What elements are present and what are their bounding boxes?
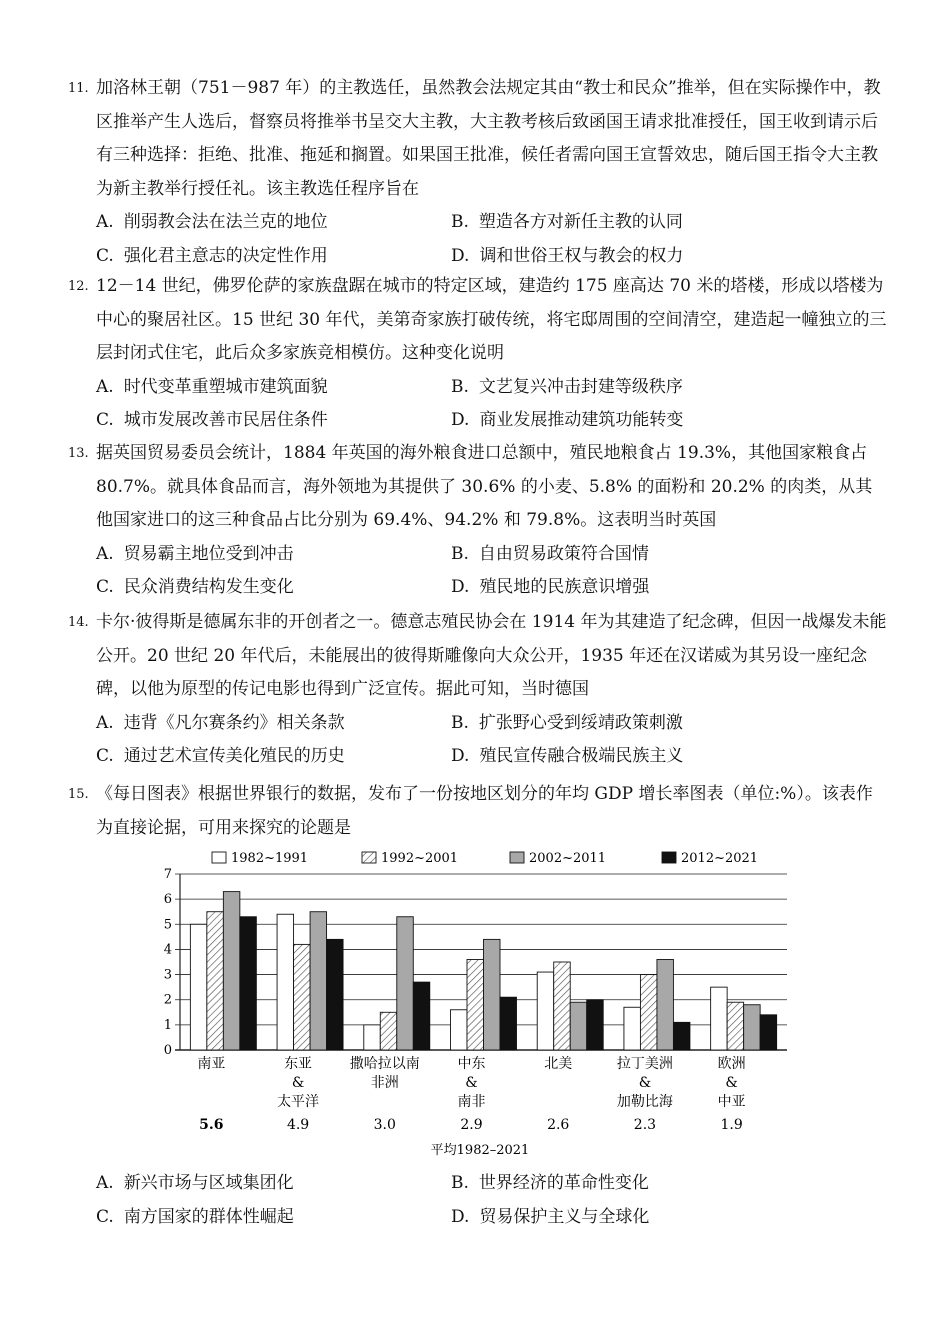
bar [500, 997, 517, 1050]
options [96, 1167, 888, 1234]
category-label: 北美 [544, 1056, 573, 1072]
bar [484, 939, 501, 1050]
y-tick-label: 3 [163, 967, 172, 983]
option-d[interactable] [451, 571, 888, 605]
option-letter: A. [96, 543, 114, 564]
question-stem: 12－14 世纪，佛罗伦萨的家族盘踞在城市的特定区域，建造约 175 座高达 70 米的塔楼，形成以塔楼为中心的聚居社区。15 世纪 30 年代，美第奇家族打破传统，将宅邸周围的空间清空，建造起一幢独立的三层封闭式住宅，此后众多家族竞相模仿。这种变化说明 [96, 276, 887, 363]
bar [397, 917, 414, 1050]
option-text: 文艺复兴冲击封建等级秩序 [478, 376, 683, 397]
option-text: 扩张野心受到绥靖政策刺激 [478, 712, 683, 733]
option-letter: C. [96, 746, 114, 766]
bar [380, 1012, 397, 1050]
category-label: & [291, 1075, 305, 1091]
bar [760, 1015, 777, 1050]
category-label: 拉丁美洲 [616, 1056, 673, 1072]
bar [294, 944, 311, 1050]
average-value: 5.6 [199, 1117, 224, 1133]
y-tick-label: 2 [163, 992, 172, 1008]
bar [240, 917, 257, 1050]
option-d[interactable] [451, 240, 888, 274]
option-letter: A. [96, 712, 114, 733]
question-number: 13. [68, 446, 89, 461]
bar [223, 892, 240, 1050]
y-tick-label: 4 [163, 942, 172, 958]
bar [587, 1000, 604, 1050]
option-letter: B. [451, 543, 469, 564]
question-number: 15. [68, 787, 89, 802]
option-text: 自由贸易政策符合国情 [478, 543, 649, 564]
option-letter: B. [451, 1173, 469, 1193]
question-stem: 《每日图表》根据世界银行的数据，发布了一份按地区划分的年均 GDP 增长率图表（单位:%）。该表作为直接论据，可用来探究的论题是 [96, 784, 873, 838]
option-text: 商业发展推动建筑功能转变 [479, 410, 684, 430]
option-letter: D. [451, 1206, 470, 1227]
bar [190, 924, 207, 1050]
options [96, 206, 888, 273]
average-value: 2.3 [633, 1117, 657, 1133]
question-number: 11. [68, 81, 89, 96]
category-label: 东亚 [284, 1056, 313, 1072]
option-text: 殖民宣传融合极端民族主义 [479, 746, 684, 766]
y-tick-label: 1 [163, 1017, 172, 1033]
chart-legend [212, 851, 758, 866]
option-letter: C. [96, 577, 114, 597]
legend-label: 2012~2021 [681, 851, 759, 866]
option-text: 世界经济的革命性变化 [478, 1173, 649, 1193]
option-text: 调和世俗王权与教会的权力 [479, 245, 684, 266]
option-a[interactable] [96, 371, 451, 405]
category-label: & [465, 1075, 478, 1091]
category-label: 太平洋 [277, 1094, 320, 1110]
option-letter: A. [96, 212, 114, 232]
option-c[interactable] [96, 404, 451, 438]
option-text: 新兴市场与区域集团化 [123, 1173, 294, 1193]
question-stem: 卡尔·彼得斯是德属东非的开创者之一。德意志殖民协会在 1914 年为其建造了纪念碑，但因一战爆发未能公开。20 世纪 20 年代后，未能展出的彼得斯雕像向大众公开，1935 年还在汉诺威为其另设一座纪念碑，以他为原型的传记电影也得到广泛宣传。据此可知，当时德国 [96, 612, 887, 699]
y-tick-label: 7 [163, 867, 172, 882]
bar [310, 912, 327, 1050]
option-text: 强化君主意志的决定性作用 [123, 245, 328, 266]
bar [657, 959, 674, 1050]
option-text: 削弱教会法在法兰克的地位 [123, 212, 328, 232]
option-letter: D. [451, 410, 470, 430]
question-15 [68, 778, 888, 845]
option-b[interactable] [451, 206, 888, 240]
option-letter: B. [451, 376, 469, 397]
legend-swatch [662, 852, 676, 863]
category-label: 南非 [457, 1094, 486, 1110]
question-15-options [68, 1167, 888, 1234]
option-text: 城市发展改善市民居住条件 [123, 410, 328, 430]
option-letter: B. [451, 212, 469, 232]
question-stem: 加洛林王朝（751－987 年）的主教选任，虽然教会法规定其由“教士和民众”推举，但在实际操作中，教区推举产生人选后，督察员将推举书呈交大主教，大主教考核后致函国王请求批准授任，国王收到请示后有三种选择：拒绝、批准、拖延和搁置。如果国王批准，候任者需向国王宣誓效忠，随后国王指令大主教为新主教举行授任礼。该主教选任程序旨在 [96, 78, 881, 199]
option-letter: A. [96, 376, 114, 397]
option-text: 殖民地的民族意识增强 [479, 577, 650, 597]
option-a[interactable] [96, 707, 451, 741]
option-d[interactable] [451, 1201, 888, 1235]
bar [537, 972, 554, 1050]
option-text: 违背《凡尔赛条约》相关条款 [123, 712, 345, 733]
options [96, 371, 888, 438]
y-axis-ticks [164, 867, 172, 1058]
option-c[interactable] [96, 240, 451, 274]
category-label: 中亚 [717, 1094, 746, 1110]
bar [277, 914, 294, 1050]
option-text: 贸易霸主地位受到冲击 [123, 543, 294, 564]
bar [624, 1007, 641, 1050]
bar [673, 1022, 690, 1050]
option-b[interactable] [451, 538, 888, 572]
option-text: 塑造各方对新任主教的认同 [478, 212, 683, 232]
bar [413, 982, 430, 1050]
bar [207, 912, 224, 1050]
option-a[interactable] [96, 538, 451, 572]
bar [364, 1025, 381, 1050]
question-number: 12. [68, 279, 89, 294]
legend-swatch [362, 852, 376, 863]
legend-label: 1992~2001 [381, 851, 459, 866]
option-c[interactable] [96, 1201, 451, 1235]
average-value: 2.9 [460, 1117, 483, 1133]
legend-label: 1982~1991 [231, 851, 309, 866]
bar [327, 939, 344, 1050]
bar [640, 975, 657, 1050]
category-label: 撒哈拉以南 [349, 1056, 420, 1072]
option-d[interactable] [451, 404, 888, 438]
average-value: 4.9 [286, 1117, 310, 1133]
category-label: & [638, 1075, 652, 1091]
option-d[interactable] [451, 740, 888, 774]
option-a[interactable] [96, 206, 451, 240]
x-axis-labels [197, 1055, 745, 1110]
option-c[interactable] [96, 571, 451, 605]
category-label: & [725, 1075, 738, 1091]
average-value: 3.0 [373, 1117, 396, 1133]
gdp-growth-chart [150, 842, 800, 1162]
y-tick-label: 6 [163, 892, 172, 908]
option-letter: A. [96, 1173, 114, 1193]
question-stem: 据英国贸易委员会统计，1884 年英国的海外粮食进口总额中，殖民地粮食占 19.3%，其他国家粮食占 80.7%。就具体食品而言，海外领地为其提供了 30.6% 的小麦、5.8% 的面粉和 20.2% 的肉类，从其他国家进口的这三种食品占比分别为 69.4%、94.2% 和 79.8%。这表明当时英国 [96, 443, 873, 530]
bar [744, 1005, 761, 1050]
option-letter: C. [96, 245, 114, 266]
bar [554, 962, 571, 1050]
option-b[interactable] [451, 371, 888, 405]
bar [570, 1002, 587, 1050]
option-text: 南方国家的群体性崛起 [123, 1206, 294, 1227]
option-letter: D. [451, 245, 470, 266]
legend-swatch [510, 852, 524, 863]
question-14 [68, 606, 888, 774]
option-letter: C. [96, 1206, 114, 1227]
legend-swatch [212, 852, 226, 863]
question-12 [68, 270, 888, 438]
option-letter: D. [451, 577, 470, 597]
category-label: 非洲 [370, 1075, 399, 1091]
average-value: 1.9 [720, 1117, 743, 1133]
bar [727, 1002, 744, 1050]
average-value: 2.6 [547, 1117, 570, 1133]
options [96, 538, 888, 605]
category-label: 欧洲 [717, 1056, 746, 1072]
option-text: 通过艺术宣传美化殖民的历史 [123, 746, 345, 766]
question-11 [68, 72, 888, 273]
option-text: 贸易保护主义与全球化 [479, 1206, 650, 1227]
option-a[interactable] [96, 1167, 451, 1201]
option-text: 时代变革重塑城市建筑面貌 [123, 376, 328, 397]
category-label: 加勒比海 [616, 1094, 673, 1110]
question-number: 14. [68, 615, 89, 630]
option-b[interactable] [451, 707, 888, 741]
average-values [199, 1117, 743, 1133]
chart-bars [190, 892, 776, 1050]
category-label: 南亚 [197, 1056, 226, 1072]
bar [467, 959, 484, 1050]
bar [711, 987, 728, 1050]
option-letter: B. [451, 712, 469, 733]
option-letter: C. [96, 410, 114, 430]
bar [451, 1010, 468, 1050]
average-caption: 平均1982–2021 [430, 1143, 530, 1158]
legend-label: 2002~2011 [529, 851, 607, 866]
y-tick-label: 0 [163, 1043, 172, 1058]
option-letter: D. [451, 746, 470, 766]
option-c[interactable] [96, 740, 451, 774]
category-label: 中东 [457, 1056, 486, 1072]
options [96, 707, 888, 774]
y-tick-label: 5 [163, 917, 172, 933]
question-13 [68, 437, 888, 605]
option-text: 民众消费结构发生变化 [123, 577, 294, 597]
option-b[interactable] [451, 1167, 888, 1201]
